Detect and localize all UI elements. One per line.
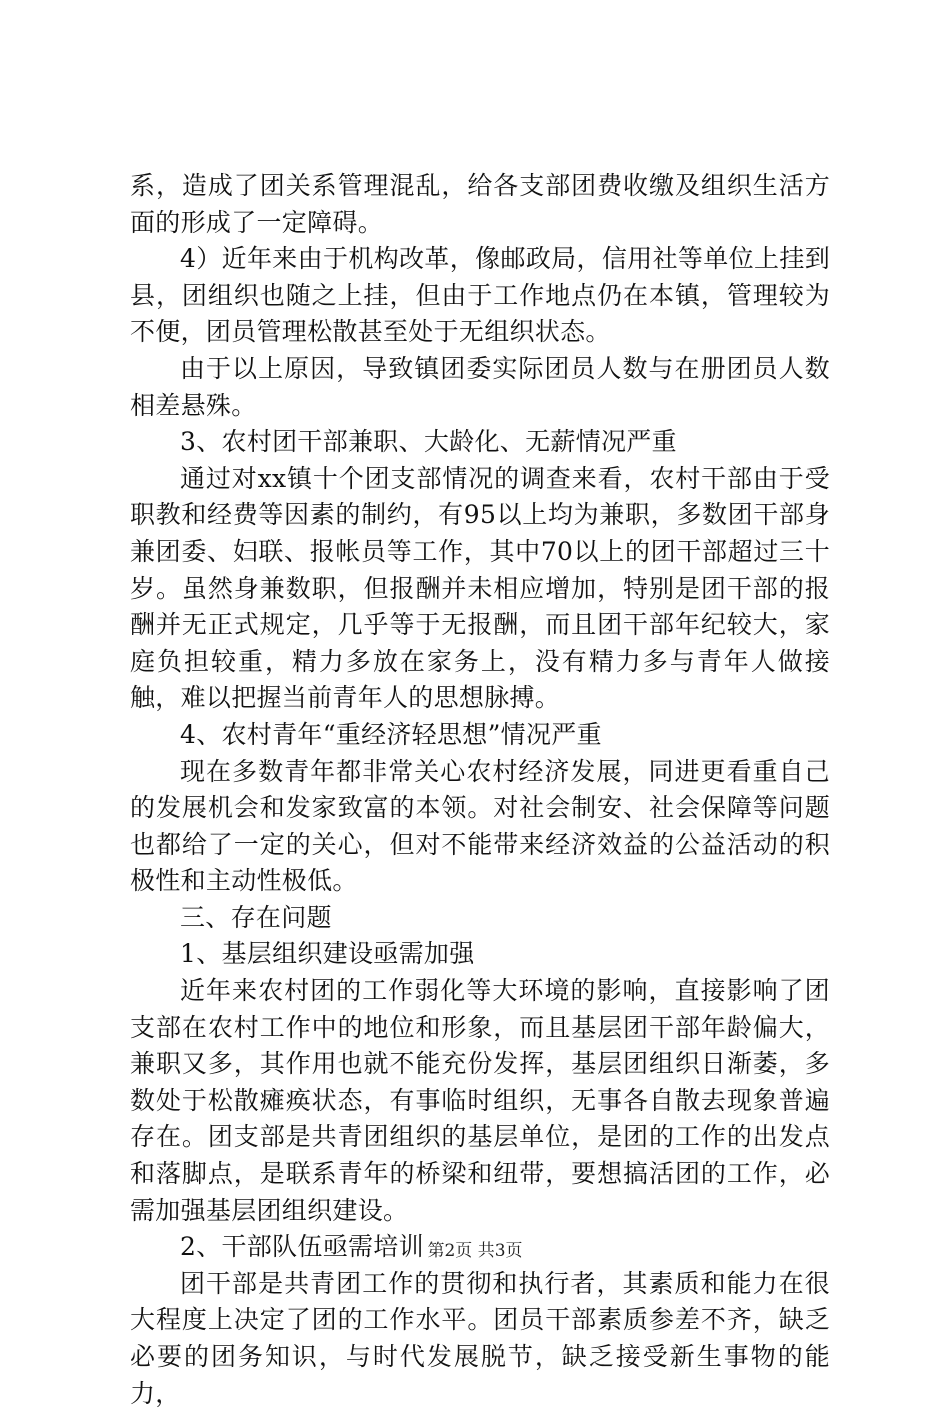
- section-heading-3: 3、农村团干部兼职、大龄化、无薪情况严重: [180, 427, 677, 457]
- document-body: [130, 168, 830, 1412]
- paragraph-10: 近年来农村团的工作弱化等大环境的影响，直接影响了团支部在农村工作中的地位和形象，而且基层团干部年龄偏大，兼职又多，其作用也就不能充份发挥，基层团组织日渐萎，多数处于松散瘫痪状态，有事临时组织，无事各自散去现象普遍存在。团支部是共青团组织的基层单位，是团的工作的出发点和落脚点，是联系青年的桥梁和纽带，要想搞活团的工作，必需加强基层团组织建设。: [130, 976, 830, 1225]
- paragraph-7: 现在多数青年都非常关心农村经济发展，同进更看重自己的发展机会和发家致富的本领。对社会制安、社会保障等问题也都给了一定的关心，但对不能带来经济效益的公益活动的积极性和主动性极低。: [130, 756, 830, 896]
- subheading-1: 1、基层组织建设亟需加强: [180, 939, 475, 969]
- paragraph-5: 通过对xx镇十个团支部情况的调查来看，农村干部由于受职教和经费等因素的制约，有95以上均为兼职，多数团干部身兼团委、妇联、报帐员等工作，其中70以上的团干部超过三十岁。虽然身兼数职，但报酬并未相应增加，特别是团干部的报酬并无正式规定，几乎等于无报酬，而且团干部年纪较大，家庭负担较重，精力多放在家务上，没有精力多与青年人做接触，难以把握当前青年人的思想脉搏。: [130, 463, 830, 713]
- subheading-2: 2、干部队伍亟需培训: [180, 1232, 424, 1262]
- paragraph-1: 系，造成了团关系管理混乱，给各支部团费收缴及组织生活方面的形成了一定障碍。: [130, 171, 830, 237]
- page-number-footer: 第2页 共3页: [427, 1241, 523, 1261]
- section-heading-4: 4、农村青年“重经济轻思想”情况严重: [180, 719, 602, 749]
- chapter-heading-existing-problems: 三、存在问题: [180, 902, 332, 932]
- paragraph-3: 由于以上原因，导致镇团委实际团员人数与在册团员人数相差悬殊。: [130, 353, 830, 420]
- paragraph-12: 团干部是共青团工作的贯彻和执行者，其素质和能力在很大程度上决定了团的工作水平。团员干部素质参差不齐，缺乏必要的团务知识，与时代发展脱节，缺乏接受新生事物的能力，: [130, 1268, 830, 1408]
- paragraph-2: 4）近年来由于机构改革，像邮政局，信用社等单位上挂到县，团组织也随之上挂，但由于工作地点仍在本镇，管理较为不便，团员管理松散甚至处于无组织状态。: [130, 244, 830, 347]
